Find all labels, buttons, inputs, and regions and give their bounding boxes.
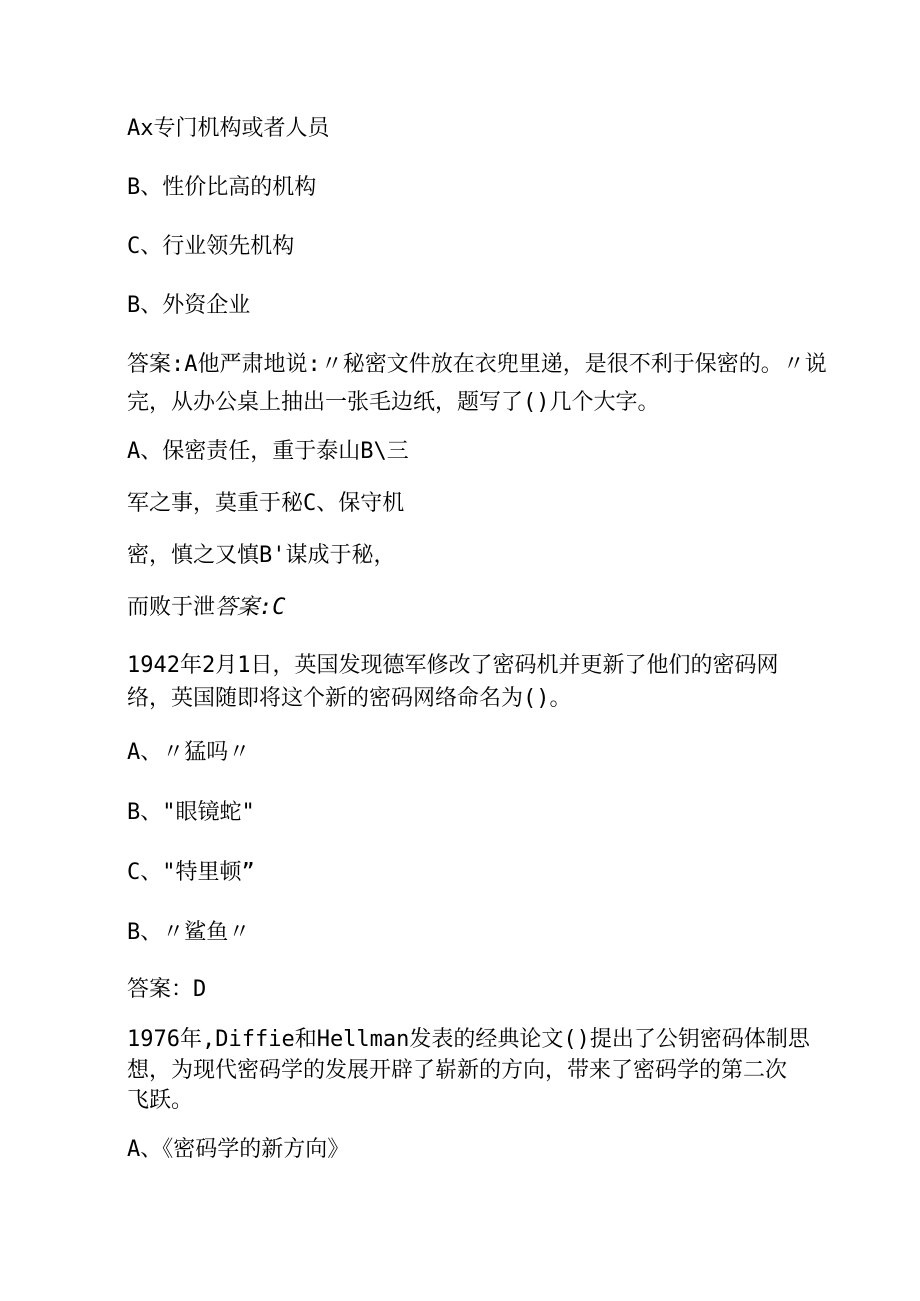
question-stem-line: 想，为现代密码学的发展开辟了崭新的方向，带来了密码学的第二次 (127, 1058, 788, 1083)
question-stem-line: 飞跃。 (127, 1088, 194, 1113)
option-text: 而败于泄 (127, 595, 216, 620)
option-a: A、〃猛吗〃 (127, 740, 251, 765)
question-stem-line: 完，从办公桌上抽出一张毛边纸，题写了()几个大字。 (127, 390, 660, 415)
option-d: B、外资企业 (127, 293, 251, 318)
option-a: Ax专门机构或者人员 (127, 116, 330, 141)
question-stem-line: 络，英国随即将这个新的密码网络命名为()。 (127, 686, 572, 711)
option-line-with-answer (127, 593, 286, 623)
option-b: B、性价比高的机构 (127, 175, 317, 200)
option-a: A、《密码学的新方向》 (127, 1137, 350, 1162)
option-c: C、行业领先机构 (127, 234, 295, 259)
option-b: B、"眼镜蛇" (127, 800, 255, 825)
option-c: C、"特里顿” (127, 860, 255, 885)
question-stem-line: 1976年,Diffie和Hellman发表的经典论文()提出了公钥密码体制思 (127, 1027, 810, 1052)
answer-label: 答案:C (215, 595, 286, 620)
question-stem-line: 1942年2月1日，英国发现德军修改了密码机并更新了他们的密码网 (127, 653, 779, 678)
option-line: 密，慎之又慎B'谋成于秘， (127, 543, 396, 568)
answer-label: 答案：D (127, 977, 207, 1002)
question-stem-line: 答案:A他严肃地说:〃秘密文件放在衣兜里递，是很不利于保密的。〃说 (127, 352, 827, 377)
option-line: A、保密责任，重于泰山B\三 (127, 439, 409, 464)
option-d: B、〃鲨鱼〃 (127, 920, 251, 945)
option-line: 军之事，莫重于秘C、保守机 (127, 491, 405, 516)
